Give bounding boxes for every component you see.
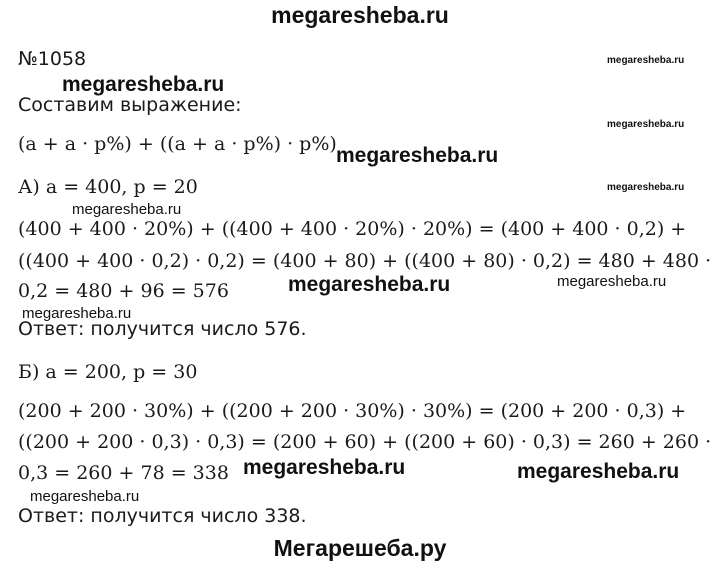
watermark-medium: megaresheba.ru: [557, 273, 667, 290]
site-footer: Мегарешеба.ру: [273, 535, 447, 561]
part-b-line-3: 0,3 = 260 + 78 = 338: [18, 462, 229, 484]
part-a-answer: Ответ: получится число 576.: [18, 318, 307, 340]
watermark-medium: megaresheba.ru: [22, 305, 132, 322]
watermark-small: megaresheba.ru: [607, 182, 685, 193]
watermark-large: megaresheba.ru: [62, 73, 225, 96]
watermark-medium: megaresheba.ru: [72, 201, 182, 218]
watermark-medium: megaresheba.ru: [30, 488, 140, 505]
problem-number: №1058: [18, 48, 87, 70]
watermark-small: megaresheba.ru: [607, 55, 685, 66]
general-expression: (a + a · p%) + ((a + a · p%) · p%): [18, 133, 337, 155]
part-a-given: А) a = 400, p = 20: [18, 176, 198, 198]
intro-text: Составим выражение:: [18, 94, 242, 116]
part-b-given: Б) a = 200, p = 30: [18, 361, 198, 383]
watermark-large: megaresheba.ru: [288, 273, 451, 296]
watermark-large: megaresheba.ru: [336, 144, 499, 167]
part-a-line-2: ((400 + 400 · 0,2) · 0,2) = (400 + 80) + ((400 + 80) · 0,2) = 480 + 480 ·: [18, 250, 712, 272]
watermark-small: megaresheba.ru: [607, 119, 685, 130]
part-b-answer: Ответ: получится число 338.: [18, 505, 307, 527]
watermark-large: megaresheba.ru: [243, 456, 406, 479]
part-b-line-2: ((200 + 200 · 0,3) · 0,3) = (200 + 60) + ((200 + 60) · 0,3) = 260 + 260 ·: [18, 431, 712, 453]
watermark-large: megaresheba.ru: [517, 460, 680, 483]
site-header: megaresheba.ru: [271, 2, 449, 28]
part-a-line-1: (400 + 400 · 20%) + ((400 + 400 · 20%) · 20%) = (400 + 400 · 0,2) +: [18, 218, 687, 240]
part-a-line-3: 0,2 = 480 + 96 = 576: [18, 280, 229, 302]
part-b-line-1: (200 + 200 · 30%) + ((200 + 200 · 30%) · 30%) = (200 + 200 · 0,3) +: [18, 400, 687, 422]
